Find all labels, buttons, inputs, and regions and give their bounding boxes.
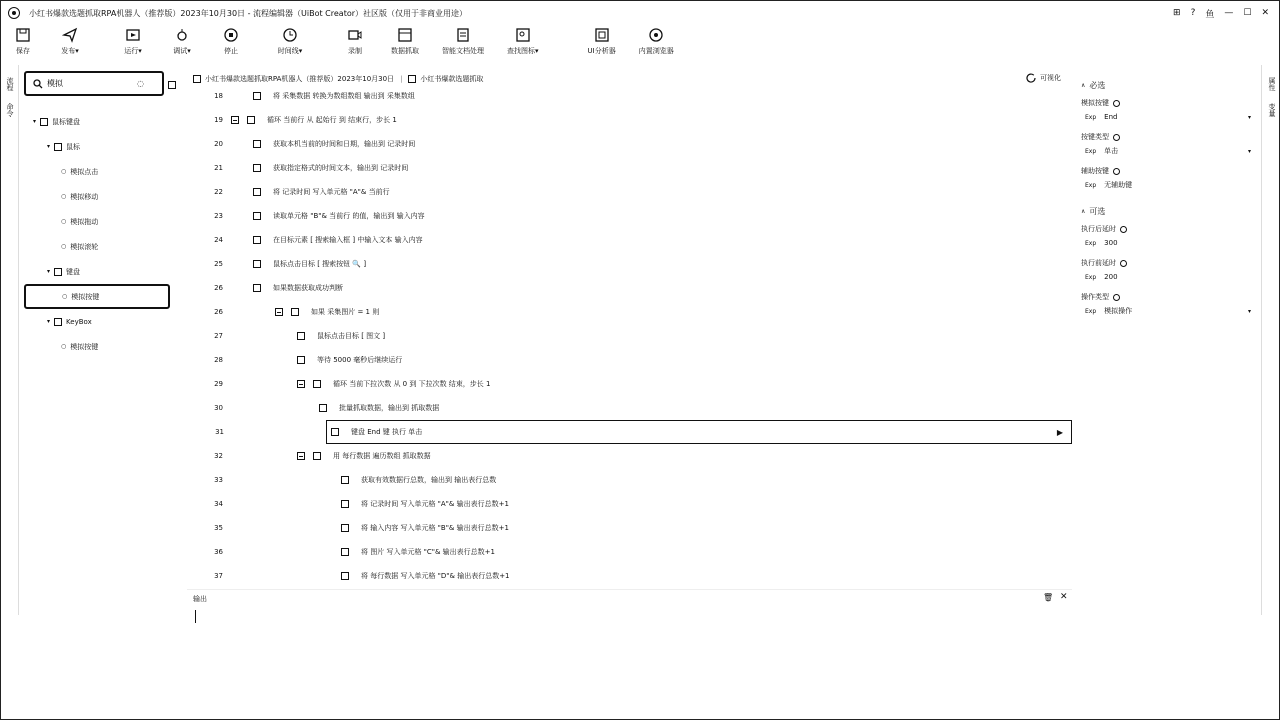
help-icon[interactable] [1113, 100, 1120, 107]
command-text: 将 图片 写入单元格 "C"& 输出表行总数+1 [361, 548, 496, 556]
run-icon [125, 27, 141, 43]
command-dot-icon: ○ [62, 293, 68, 300]
tree-item[interactable] [25, 334, 170, 359]
command-text: 用 每行数据 遍历数组 抓取数据 [333, 452, 431, 460]
fold-toggle-icon[interactable] [297, 452, 305, 460]
toolbar-browser-button[interactable] [639, 27, 674, 65]
toolbar-doc-ai-button[interactable] [442, 27, 484, 65]
command-icon [247, 116, 255, 124]
output-panel [187, 589, 1072, 709]
command-icon [341, 524, 349, 532]
command-text: 将 输入内容 写入单元格 "B"& 输出表行总数+1 [361, 524, 509, 532]
tree-label: 模拟拖动 [70, 217, 99, 226]
line-number: 23 [214, 212, 223, 220]
command-text: 循环 当前下拉次数 从 0 到 下拉次数 结束，步长 1 [333, 380, 491, 388]
code-row[interactable] [187, 84, 1072, 108]
code-row[interactable] [187, 300, 1072, 324]
property-label [1081, 97, 1257, 109]
code-row[interactable] [187, 276, 1072, 300]
property-field [1081, 131, 1257, 159]
save-icon [15, 27, 31, 43]
help-icon[interactable]: ? [1190, 8, 1196, 18]
code-row[interactable] [187, 540, 1072, 564]
record-icon [347, 27, 363, 43]
user-name[interactable]: 鱼 [1205, 9, 1215, 20]
property-label-text: 操作类型 [1081, 293, 1109, 301]
left-panel-tabs [1, 65, 19, 615]
command-text: 鼠标点击目标 [ 图文 ] [317, 332, 386, 340]
line-number: 28 [214, 356, 223, 364]
toolbar-timeline-button[interactable] [277, 27, 303, 65]
code-canvas [187, 68, 1072, 588]
property-select[interactable] [1081, 143, 1257, 159]
property-input[interactable] [1081, 177, 1257, 193]
line-number: 36 [214, 548, 223, 556]
line-number: 33 [214, 476, 223, 484]
property-value: 模拟操作 [1104, 307, 1133, 315]
command-text: 循环 当前行 从 起始行 到 结束行，步长 1 [267, 116, 397, 124]
help-icon[interactable] [1113, 294, 1120, 301]
line-number: 32 [214, 452, 223, 460]
property-field [1081, 223, 1257, 251]
code-row[interactable] [187, 324, 1072, 348]
property-value: 300 [1104, 239, 1118, 247]
title-bar [1, 1, 1279, 25]
expression-tag[interactable]: Exp [1085, 307, 1097, 315]
folder-icon [40, 118, 48, 126]
property-label-text: 按键类型 [1081, 133, 1109, 141]
command-text: 如果 采集图片 = 1 则 [311, 308, 380, 316]
line-number: 22 [214, 188, 223, 196]
code-row[interactable] [187, 348, 1072, 372]
line-number: 19 [214, 116, 223, 124]
command-text: 在目标元素 [ 搜索输入框 ] 中输入文本 输入内容 [273, 236, 423, 244]
tab-flow[interactable]: 流程 [6, 77, 14, 91]
line-number: 25 [214, 260, 223, 268]
property-field [1081, 291, 1257, 319]
tree-group[interactable] [25, 109, 170, 134]
command-icon [291, 308, 299, 316]
expression-tag[interactable]: Exp [1085, 181, 1097, 189]
code-row[interactable] [187, 204, 1072, 228]
tree-group[interactable] [25, 309, 170, 334]
command-text: 键盘 End 键 执行 单击 [351, 428, 423, 436]
toolbar-data-scrape-button[interactable] [391, 27, 419, 65]
code-row[interactable] [187, 228, 1072, 252]
command-icon [341, 572, 349, 580]
command-icon [253, 164, 261, 172]
publish-icon [62, 27, 78, 43]
section-title: 可选 [1089, 206, 1106, 216]
property-label [1081, 165, 1257, 177]
command-icon [253, 284, 261, 292]
stop-icon [223, 27, 239, 43]
line-number: 20 [214, 140, 223, 148]
help-icon[interactable] [1120, 226, 1127, 233]
tree-group[interactable] [25, 134, 170, 159]
doc-ai-icon [455, 27, 471, 43]
project-icon [193, 75, 201, 83]
code-row-current[interactable] [215, 420, 1072, 444]
close-icon[interactable]: ✕ [1060, 592, 1068, 602]
property-value: 无辅助键 [1104, 181, 1133, 189]
command-icon [253, 188, 261, 196]
caret-up-icon: ∧ [1081, 207, 1086, 215]
toolbar-label: 保存 [16, 47, 30, 55]
view-toggle-label: 可视化 [1040, 74, 1061, 82]
search-options-button[interactable] [168, 81, 176, 89]
property-label-text: 辅助按键 [1081, 167, 1109, 175]
toolbar-save-button[interactable] [10, 27, 36, 65]
toolbar-label: 内置浏览器 [638, 47, 674, 55]
refresh-icon [1025, 72, 1037, 84]
folder-icon [54, 318, 62, 326]
line-number: 27 [214, 332, 223, 340]
caret-up-icon: ∧ [1081, 81, 1086, 89]
property-label [1081, 291, 1257, 303]
property-value: 单击 [1104, 147, 1119, 155]
command-icon [297, 356, 305, 364]
chevron-down-icon[interactable]: ▾ [1247, 147, 1251, 155]
line-number: 29 [214, 380, 223, 388]
debug-icon [174, 27, 190, 43]
fold-toggle-icon[interactable] [231, 116, 239, 124]
command-icon [253, 260, 261, 268]
command-text: 如果数据获取成功判断 [273, 284, 343, 292]
toolbar-label: 查找图标▾ [507, 47, 539, 55]
app-logo-icon [8, 7, 20, 19]
flow-icon [408, 75, 416, 83]
chevron-down-icon[interactable]: ▾ [1247, 113, 1251, 121]
code-row[interactable] [187, 444, 1072, 468]
code-row[interactable] [187, 180, 1072, 204]
find-image-icon [515, 27, 531, 43]
expression-tag[interactable]: Exp [1085, 239, 1097, 247]
tree-group[interactable] [25, 259, 170, 284]
line-number: 35 [214, 524, 223, 532]
line-number: 31 [215, 428, 224, 436]
property-input[interactable] [1081, 235, 1257, 251]
toolbar-debug-button[interactable] [169, 27, 195, 65]
main-toolbar [1, 27, 901, 65]
properties-panel [1081, 71, 1257, 325]
code-row[interactable] [187, 468, 1072, 492]
caret-down-icon[interactable]: ▾ [47, 268, 51, 275]
property-value: 200 [1104, 273, 1118, 281]
line-number: 24 [214, 236, 223, 244]
command-dot-icon: ○ [61, 193, 67, 200]
output-title: 输出 [193, 595, 207, 603]
command-icon [313, 452, 321, 460]
property-field [1081, 257, 1257, 285]
breadcrumb-project[interactable]: 小红书爆款选题抓取RPA机器人（推荐版）2023年10月30日 [205, 75, 395, 83]
property-field [1081, 97, 1257, 125]
code-row[interactable] [187, 132, 1072, 156]
toolbar-stop-button[interactable] [218, 27, 244, 65]
command-icon [341, 500, 349, 508]
minimize-button[interactable]: — [1224, 8, 1234, 18]
command-dot-icon: ○ [61, 243, 67, 250]
section-title: 必选 [1089, 80, 1106, 90]
command-icon [297, 332, 305, 340]
toolbar-label: 数据抓取 [391, 47, 419, 55]
tree-label: 模拟按键 [71, 292, 100, 301]
tab-properties[interactable]: 属性 [1268, 77, 1276, 91]
line-number: 37 [214, 572, 223, 580]
play-icon[interactable]: ▶ [1056, 427, 1063, 437]
toolbar-run-button[interactable] [120, 27, 146, 65]
command-tree [25, 109, 170, 359]
required-section-header[interactable] [1081, 73, 1257, 97]
fold-toggle-icon[interactable] [275, 308, 283, 316]
command-search-box [24, 71, 164, 96]
expression-tag[interactable]: Exp [1085, 147, 1097, 155]
help-icon[interactable] [1120, 260, 1127, 267]
tree-item[interactable] [25, 184, 170, 209]
output-cursor[interactable] [195, 610, 196, 623]
code-row[interactable] [187, 156, 1072, 180]
tree-item[interactable] [24, 284, 170, 309]
line-number: 26 [214, 308, 223, 316]
folder-icon [54, 143, 62, 151]
command-icon [319, 404, 327, 412]
trash-icon[interactable]: 🗑 [1043, 593, 1054, 602]
command-text: 批量抓取数据，输出到 抓取数据 [339, 404, 440, 412]
command-text: 鼠标点击目标 [ 搜索按钮 🔍 ] [273, 260, 367, 268]
command-icon [253, 92, 261, 100]
timeline-icon [282, 27, 298, 43]
caret-down-icon[interactable]: ▾ [47, 318, 51, 325]
command-text: 获取本机当前的时间和日期，输出到 记录时间 [273, 140, 416, 148]
tree-item[interactable] [25, 234, 170, 259]
expression-tag[interactable]: Exp [1085, 273, 1097, 281]
command-text: 将 记录时间 写入单元格 "A"& 当前行 [273, 188, 390, 196]
command-icon [341, 548, 349, 556]
folder-icon [54, 268, 62, 276]
toolbar-find-image-button[interactable] [507, 27, 539, 65]
tree-label: 模拟移动 [70, 192, 99, 201]
property-label [1081, 223, 1257, 235]
toolbar-label: 发布▾ [61, 47, 79, 55]
search-input[interactable] [47, 79, 137, 88]
command-dot-icon: ○ [61, 218, 67, 225]
tree-item[interactable] [25, 209, 170, 234]
title-bar-controls [1173, 1, 1279, 25]
breadcrumb-flow[interactable]: 小红书爆款选题抓取 [420, 75, 484, 83]
breadcrumb-separator: | [400, 75, 403, 83]
command-icon [253, 236, 261, 244]
ui-analyzer-icon [594, 27, 610, 43]
chevron-down-icon[interactable]: ▾ [1247, 307, 1251, 315]
toolbar-label: 时间线▾ [277, 47, 303, 55]
property-input[interactable] [1081, 269, 1257, 285]
command-icon [313, 380, 321, 388]
right-panel-tabs [1261, 65, 1279, 615]
property-select[interactable] [1081, 109, 1257, 125]
toolbar-label: 调试▾ [173, 47, 191, 55]
code-row[interactable] [187, 492, 1072, 516]
browser-icon [648, 27, 664, 43]
code-row[interactable] [187, 516, 1072, 540]
fold-toggle-icon[interactable] [297, 380, 305, 388]
command-icon [253, 212, 261, 220]
tree-label: KeyBox [66, 317, 92, 326]
tree-label: 模拟按键 [70, 342, 99, 351]
property-label-text: 模拟按键 [1081, 99, 1109, 107]
data-scrape-icon [397, 27, 413, 43]
tree-label: 键盘 [66, 267, 81, 276]
property-label-text: 执行后延时 [1081, 225, 1116, 233]
view-toggle[interactable] [1025, 72, 1061, 84]
command-text: 将 记录时间 写入单元格 "A"& 输出表行总数+1 [361, 500, 509, 508]
code-row[interactable] [187, 372, 1072, 396]
tab-commands[interactable]: 命令 [6, 103, 14, 117]
command-icon [341, 476, 349, 484]
command-text: 将 每行数据 写入单元格 "D"& 输出表行总数+1 [361, 572, 510, 580]
maximize-button[interactable]: ☐ [1243, 8, 1252, 18]
close-button[interactable]: ✕ [1261, 8, 1269, 18]
code-rows [187, 84, 1072, 588]
line-number: 30 [214, 404, 223, 412]
line-number: 26 [214, 284, 223, 292]
toolbar-label: 停止 [224, 47, 238, 55]
property-value: End [1104, 113, 1118, 121]
command-text: 等待 5000 毫秒后继续运行 [317, 356, 403, 364]
command-text: 将 采集数据 转换为数组数组 输出到 采集数组 [273, 92, 415, 100]
window-title: 小红书爆款选题抓取RPA机器人（推荐版）2023年10月30日 - 流程编辑器（UiBot Creator）社区版（仅用于非商业用途） [29, 8, 468, 18]
tab-variables[interactable]: 变量 [1268, 103, 1276, 117]
toolbar-publish-button[interactable] [57, 27, 83, 65]
tree-label: 鼠标键盘 [52, 117, 81, 126]
tree-label: 鼠标 [66, 142, 81, 151]
toolbar-label: 录制 [348, 47, 362, 55]
toolbar-ui-analyzer-button[interactable] [588, 27, 616, 65]
grid-icon[interactable]: ⊞ [1173, 8, 1181, 18]
toolbar-label: UI分析器 [587, 47, 616, 55]
clear-search-icon[interactable]: ◌ [137, 79, 144, 88]
command-text: 读取单元格 "B"& 当前行 的值，输出到 输入内容 [273, 212, 425, 220]
help-icon[interactable] [1113, 134, 1120, 141]
tree-label: 模拟滚轮 [70, 242, 99, 251]
property-field [1081, 165, 1257, 193]
caret-down-icon[interactable]: ▾ [47, 143, 51, 150]
command-icon [331, 428, 339, 436]
caret-down-icon[interactable]: ▾ [33, 118, 37, 125]
line-number: 21 [214, 164, 223, 172]
code-row[interactable] [187, 252, 1072, 276]
property-label [1081, 257, 1257, 269]
property-select[interactable] [1081, 303, 1257, 319]
command-text: 获取有效数据行总数，输出到 输出表行总数 [361, 476, 497, 484]
toolbar-label: 运行▾ [124, 47, 142, 55]
toolbar-label: 智能文档处理 [442, 47, 484, 55]
property-label [1081, 131, 1257, 143]
expression-tag[interactable]: Exp [1085, 113, 1097, 121]
search-icon [33, 79, 43, 89]
line-number: 18 [214, 92, 223, 100]
line-number: 34 [214, 500, 223, 508]
property-label-text: 执行前延时 [1081, 259, 1116, 267]
toolbar-record-button[interactable] [342, 27, 368, 65]
tree-label: 模拟点击 [70, 167, 99, 176]
command-dot-icon: ○ [61, 168, 67, 175]
code-row[interactable] [187, 396, 1072, 420]
code-row[interactable] [187, 564, 1072, 588]
code-row[interactable] [187, 108, 1072, 132]
command-dot-icon: ○ [61, 343, 67, 350]
tree-item[interactable] [25, 159, 170, 184]
help-icon[interactable] [1113, 168, 1120, 175]
command-text: 获取指定格式的时间文本，输出到 记录时间 [273, 164, 409, 172]
optional-section-header[interactable] [1081, 199, 1257, 223]
command-icon [253, 140, 261, 148]
